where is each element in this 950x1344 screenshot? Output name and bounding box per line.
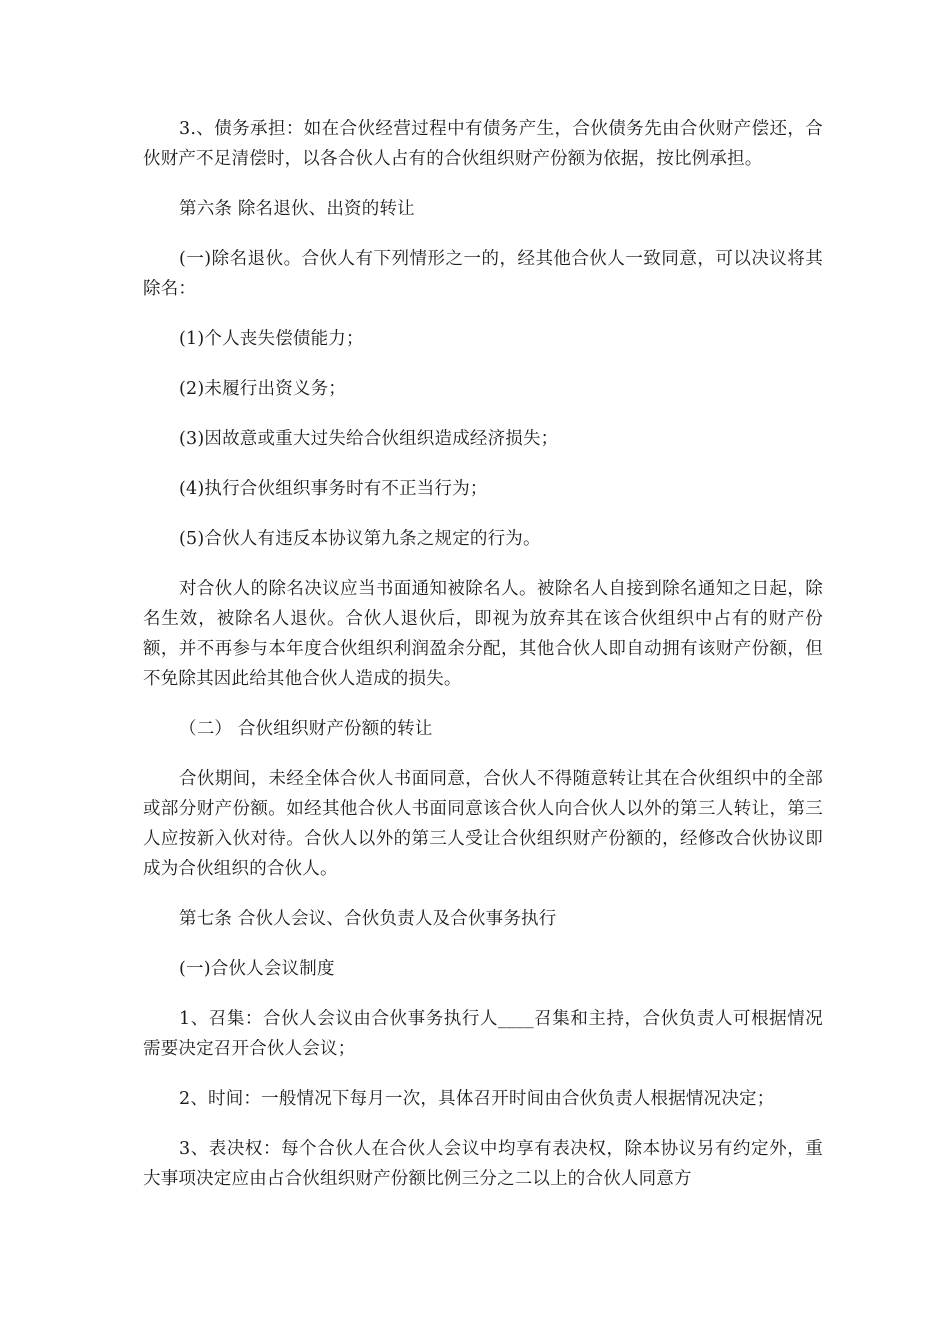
paragraph-debt-bearing: 3.、债务承担：如在合伙经营过程中有债务产生，合伙债务先由合伙财产偿还，合伙财产不足清偿时，以各合伙人占有的合伙组织财产份额为依据，按比例承担。: [143, 119, 823, 169]
paragraph-meeting-convening: 1、召集：合伙人会议由合伙事务执行人____召集和主持，合伙负责人可根据情况需要决定召开合伙人会议；: [143, 1009, 823, 1059]
paragraph-expulsion: (一)除名退伙。合伙人有下列情形之一的，经其他合伙人一致同意，可以决议将其除名：: [143, 249, 823, 299]
paragraph-share-transfer: 合伙期间，未经全体合伙人书面同意，合伙人不得随意转让其在合伙组织中的全部或部分财产份额。如经其他合伙人书面同意该合伙人向合伙人以外的第三人转让，第三人应按新入伙对待。合伙人以外的第三人受让合伙组织财产份额的，经修改合伙协议即成为合伙组织的合伙人。: [143, 769, 823, 879]
list-item-4: (4)执行合伙组织事务时有不正当行为；: [179, 479, 488, 499]
document-body: [143, 114, 823, 1214]
paragraph-voting-rights: 3、表决权：每个合伙人在合伙人会议中均享有表决权，除本协议另有约定外，重大事项决定应由占合伙组织财产份额比例三分之二以上的合伙人同意方: [143, 1139, 823, 1189]
list-item-3: (3)因故意或重大过失给合伙组织造成经济损失；: [179, 429, 559, 449]
paragraph-meeting-time: 2、时间：一般情况下每月一次，具体召开时间由合伙负责人根据情况决定；: [179, 1089, 775, 1109]
subsection-meeting-system-heading: (一)合伙人会议制度: [179, 959, 335, 979]
article-seven-heading: 第七条 合伙人会议、合伙负责人及合伙事务执行: [179, 909, 557, 929]
subsection-share-transfer-heading: （二） 合伙组织财产份额的转让: [179, 719, 433, 739]
list-item-1: (1)个人丧失偿债能力；: [179, 329, 364, 349]
list-item-5: (5)合伙人有违反本协议第九条之规定的行为。: [179, 529, 541, 549]
list-item-2: (2)未履行出资义务；: [179, 379, 346, 399]
paragraph-expulsion-notice: 对合伙人的除名决议应当书面通知被除名人。被除名人自接到除名通知之日起，除名生效，被除名人退伙。合伙人退伙后，即视为放弃其在该合伙组织中占有的财产份额，并不再参与本年度合伙组织利润盈余分配，其他合伙人即自动拥有该财产份额，但不免除其因此给其他合伙人造成的损失。: [143, 579, 823, 689]
article-six-heading: 第六条 除名退伙、出资的转让: [179, 199, 415, 219]
